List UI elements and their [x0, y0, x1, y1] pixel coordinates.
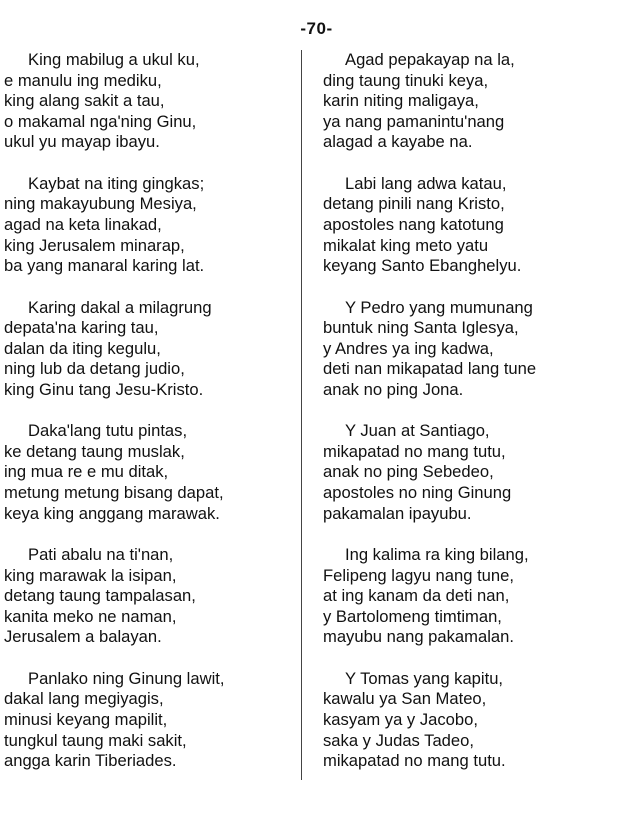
verse-line: dakal lang megiyagis,	[4, 689, 164, 709]
verse-line: kasyam ya y Jacobo,	[323, 710, 478, 730]
stanza	[4, 669, 289, 772]
verse-line: at ing kanam da deti nan,	[323, 586, 510, 606]
verse-line: tungkul taung maki sakit,	[4, 730, 187, 750]
verse-line: mikapatad no mang tutu,	[323, 441, 506, 461]
verse-line: Y Juan at Santiago,	[345, 421, 490, 441]
verse-line: anak no ping Sebedeo,	[323, 462, 494, 482]
verse-line: king Ginu tang Jesu-Kristo.	[4, 379, 204, 399]
left-column	[4, 50, 289, 793]
verse-line: kawalu ya San Mateo,	[323, 689, 487, 709]
verse-line: mikalat king meto yatu	[323, 235, 489, 255]
verse-line: deti nan mikapatad lang tune	[323, 359, 537, 379]
verse-line: depata'na karing tau,	[4, 318, 159, 338]
verse-line: metung metung bisang dapat,	[4, 483, 224, 503]
verse-line: ning makayubung Mesiya,	[4, 194, 197, 214]
verse-line: Y Pedro yang mumunang	[345, 297, 533, 317]
verse-line: anak no ping Jona.	[323, 379, 464, 399]
stanza	[4, 174, 289, 277]
verse-line: king alang sakit a tau,	[4, 91, 165, 111]
page-number: -70-	[300, 19, 333, 38]
column-divider	[301, 50, 302, 780]
stanza	[4, 545, 289, 648]
verse-line: y Bartolomeng timtiman,	[323, 606, 502, 626]
stanza	[323, 298, 628, 401]
verse-line: ya nang pamanintu'nang	[323, 111, 505, 131]
verse-line: pakamalan ipayubu.	[323, 503, 472, 523]
verse-line: kanita meko ne naman,	[4, 606, 177, 626]
verse-line: saka y Judas Tadeo,	[323, 730, 474, 750]
verse-line: Agad pepakayap na la,	[345, 50, 515, 69]
verse-line: o makamal nga'ning Ginu,	[4, 111, 197, 131]
stanza	[323, 174, 628, 277]
verse-line: detang taung tampalasan,	[4, 586, 196, 606]
verse-line: keya king anggang marawak.	[4, 503, 220, 523]
verse-line: Karing dakal a milagrung	[28, 297, 212, 317]
stanza	[323, 50, 628, 153]
stanza	[4, 421, 289, 524]
verse-line: apostoles no ning Ginung	[323, 483, 512, 503]
stanza	[4, 298, 289, 401]
verse-line: ba yang manaral karing lat.	[4, 256, 205, 276]
stanza	[323, 421, 628, 524]
verse-line: Jerusalem a balayan.	[4, 627, 162, 647]
verse-line: Felipeng lagyu nang tune,	[323, 565, 514, 585]
verse-line: Kaybat na iting gingkas;	[28, 173, 205, 193]
verse-line: Y Tomas yang kapitu,	[345, 668, 504, 688]
verse-line: ing mua re e mu ditak,	[4, 462, 169, 482]
verse-line: karin niting maligaya,	[323, 91, 479, 111]
verse-line: dalan da iting kegulu,	[4, 338, 161, 358]
verse-line: angga karin Tiberiades.	[4, 751, 177, 771]
verse-line: ke detang taung muslak,	[4, 441, 185, 461]
stanza	[323, 545, 628, 648]
verse-line: ning lub da detang judio,	[4, 359, 185, 379]
verse-line: mikapatad no mang tutu.	[323, 751, 506, 771]
verse-line: e manulu ing mediku,	[4, 70, 162, 90]
verse-line: Labi lang adwa katau,	[345, 173, 507, 193]
verse-line: mayubu nang pakamalan.	[323, 627, 514, 647]
stanza	[4, 50, 289, 153]
verse-line: buntuk ning Santa Iglesya,	[323, 318, 519, 338]
stanza	[323, 669, 628, 772]
verse-line: Panlako ning Ginung lawit,	[28, 668, 225, 688]
verse-line: keyang Santo Ebanghelyu.	[323, 256, 522, 276]
verse-line: Ing kalima ra king bilang,	[345, 545, 529, 565]
verse-line: agad na keta linakad,	[4, 214, 162, 234]
verse-line: ding taung tinuki keya,	[323, 70, 489, 90]
verse-line: apostoles nang katotung	[323, 214, 504, 234]
verse-line: king Jerusalem minarap,	[4, 235, 185, 255]
verse-line: king marawak la isipan,	[4, 565, 177, 585]
verse-line: King mabilug a ukul ku,	[28, 50, 200, 69]
verse-line: alagad a kayabe na.	[323, 132, 473, 152]
verse-line: y Andres ya ing kadwa,	[323, 338, 494, 358]
verse-line: minusi keyang mapilit,	[4, 710, 168, 730]
right-column	[323, 50, 628, 793]
verse-line: detang pinili nang Kristo,	[323, 194, 505, 214]
verse-line: Pati abalu na ti'nan,	[28, 545, 174, 565]
verse-line: ukul yu mayap ibayu.	[4, 132, 160, 152]
verse-line: Daka'lang tutu pintas,	[28, 421, 188, 441]
